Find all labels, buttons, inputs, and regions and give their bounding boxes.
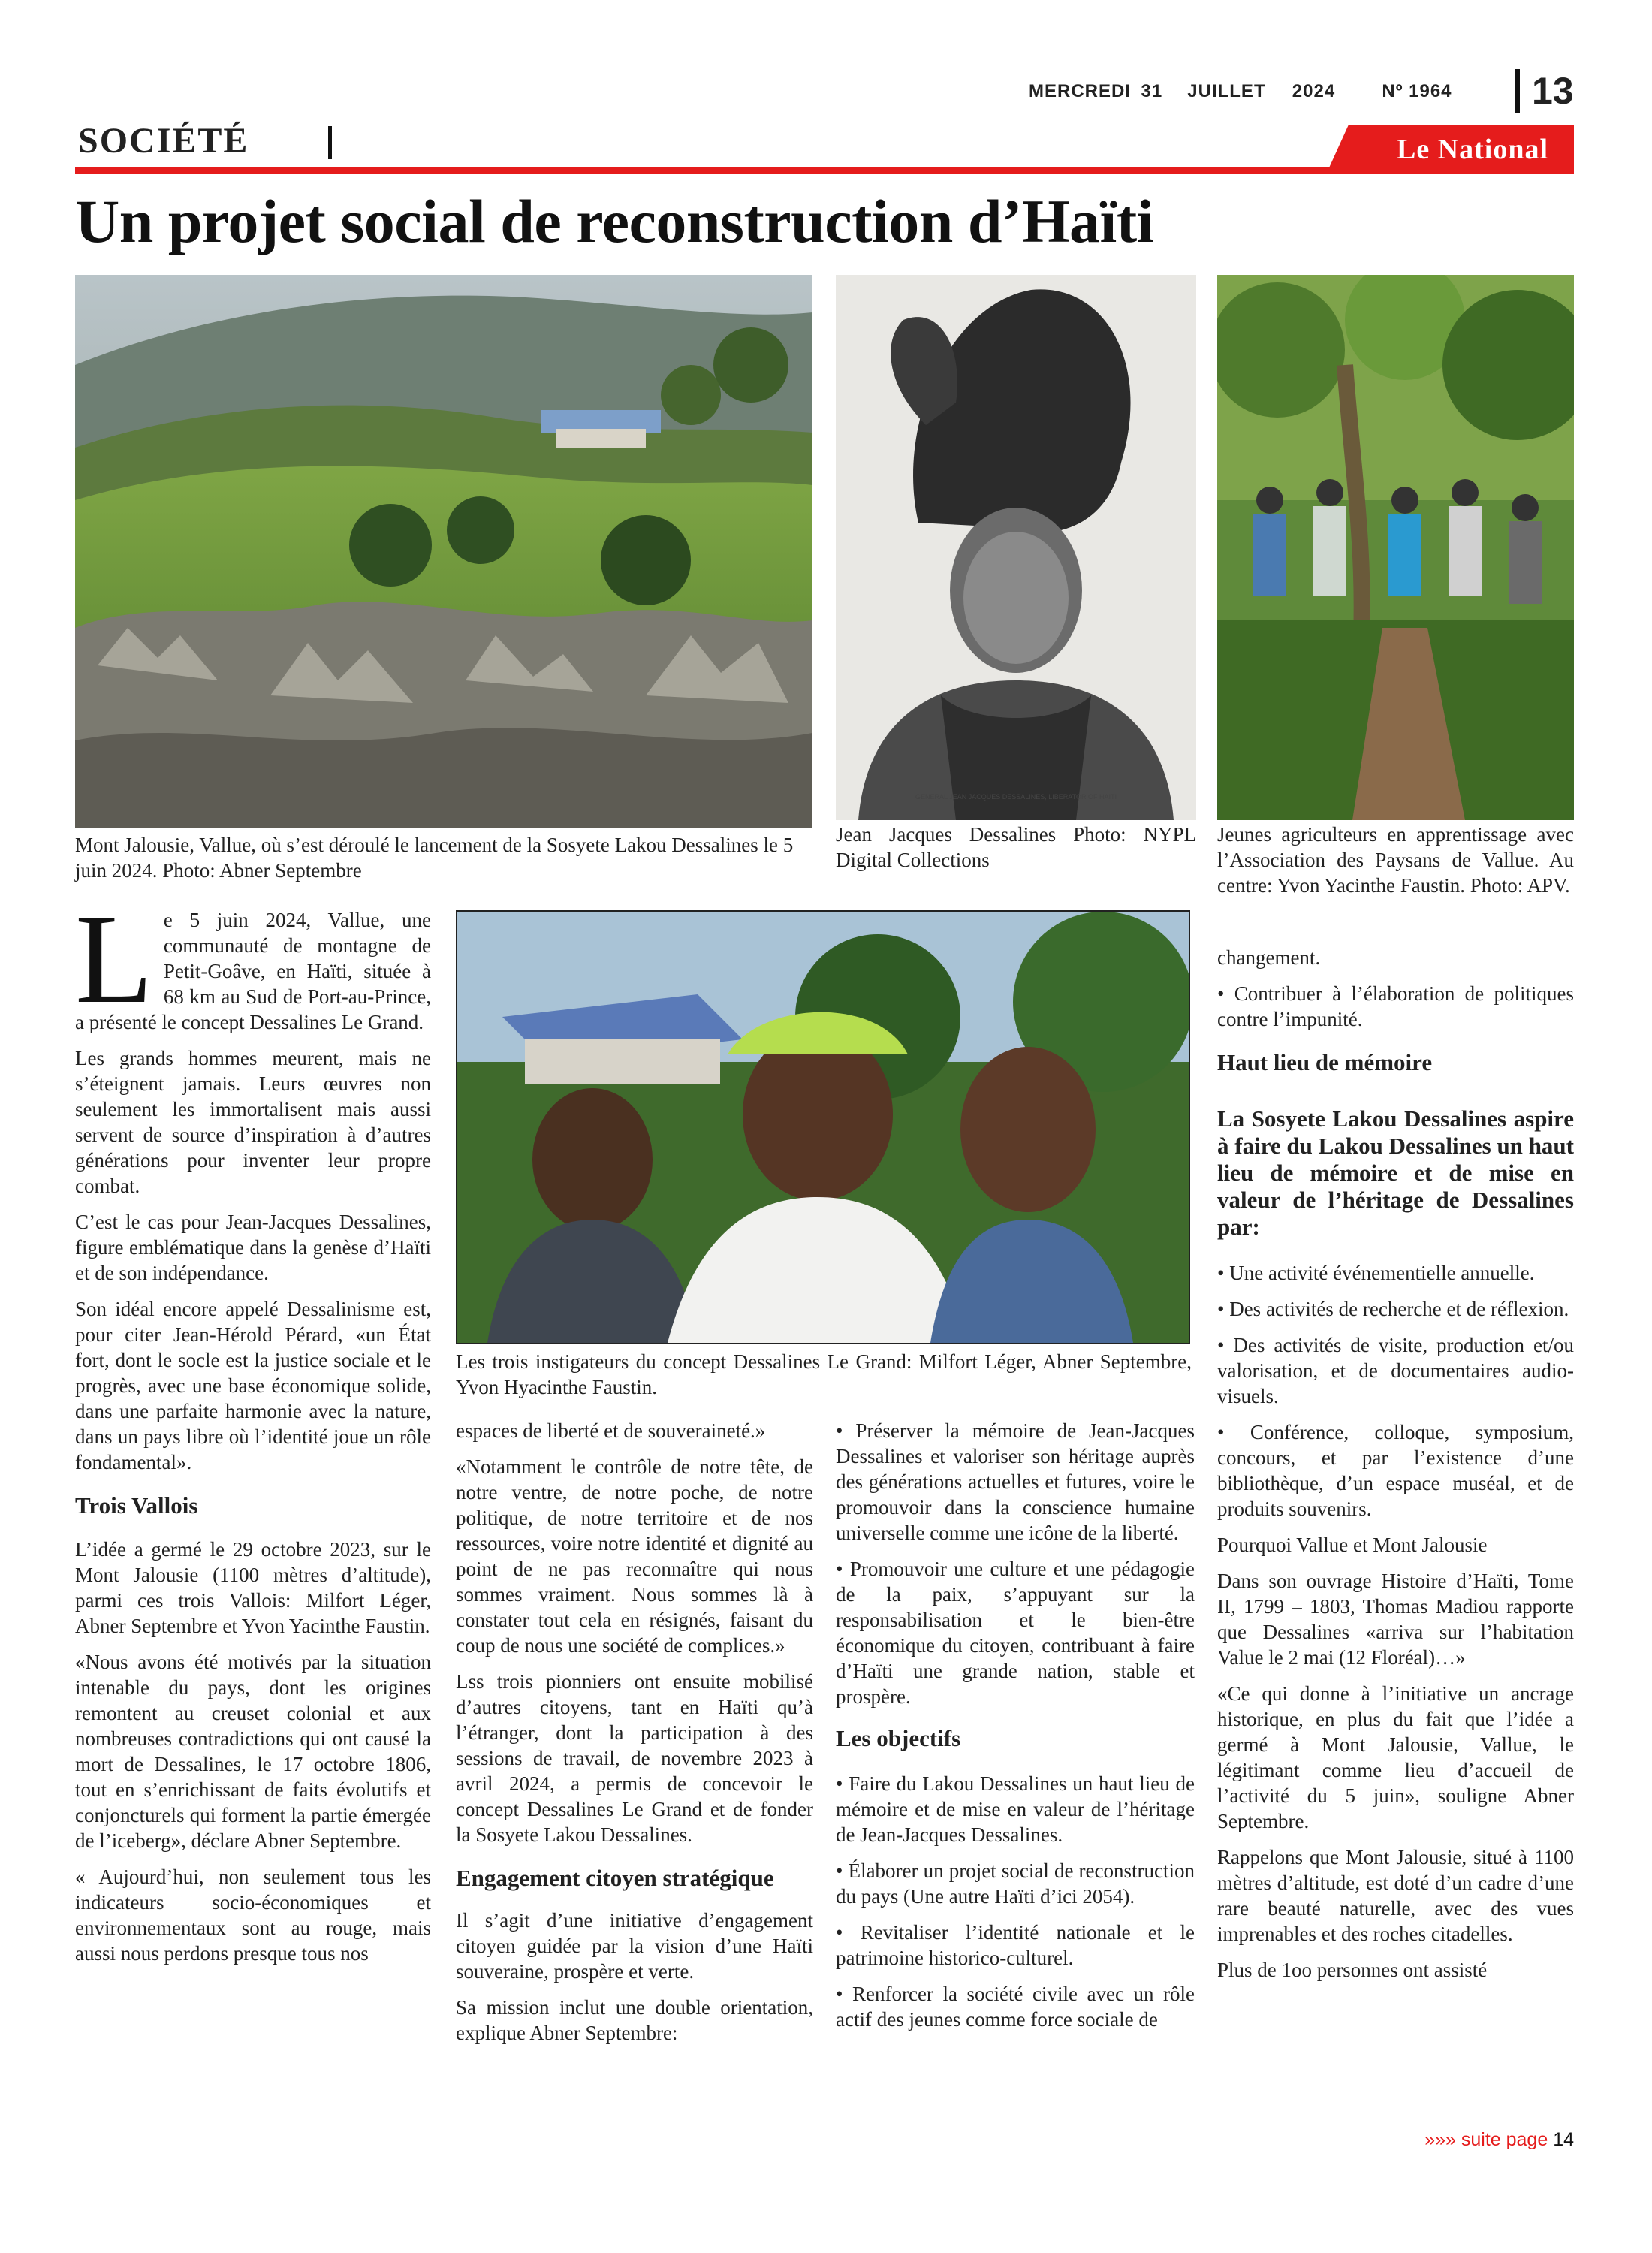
- farmers-photo: [1217, 275, 1574, 820]
- col3-paragraph-4: • Élaborer un projet social de reconstruction du pays (Une autre Haïti d’ici 2054).: [836, 1859, 1195, 1908]
- page-number: 13: [1532, 70, 1574, 112]
- landscape-caption: Mont Jalousie, Vallue, où s’est déroulé le lancement de la Sosyete Lakou Dessalines le 5 juin 2024. Photo: Abner Septembre: [75, 834, 794, 882]
- continued-arrows: »»»: [1424, 2129, 1456, 2150]
- col1-paragraph-3: C’est le cas pour Jean-Jacques Dessalines, figure emblématique dans la genèse d’Haïti et de son indépendance.: [75, 1211, 431, 1284]
- headline: Un projet social de reconstruction d’Haïti: [75, 187, 1153, 255]
- col2-paragraph-3: Lss trois pionniers ont ensuite mobilisé d’autres citoyens, tant en Haïti qu’à l’étranger, dont la participation à des sessions de travail, de novembre 2023 à avril 2024, a permis de concevoir le concept Dessalines Le Grand et de fonder la Sosyete Lakou Dessalines.: [456, 1670, 813, 1846]
- header-red-rule: [75, 167, 1574, 174]
- col3-paragraph-6: • Renforcer la société civile avec un rôle actif des jeunes comme force sociale de: [836, 1983, 1195, 2031]
- col4-paragraph-2: • Contribuer à l’élaboration de politiques contre l’impunité.: [1217, 982, 1574, 1030]
- issue-dateline: [1029, 81, 1464, 102]
- col2-paragraph-5: Sa mission inclut une double orientation, explique Abner Septembre:: [456, 1996, 813, 2044]
- continued-label: suite page: [1461, 2129, 1548, 2150]
- day: 31: [1141, 81, 1163, 101]
- trio-caption: Les trois instigateurs du concept Dessalines Le Grand: Milfort Léger, Abner Septembre, Yvon Hyacinthe Faustin.: [456, 1350, 1192, 1398]
- landscape-photo: [75, 275, 812, 828]
- trio-photo: [456, 910, 1190, 1344]
- col4-paragraph-10: «Ce qui donne à l’initiative un ancrage historique, en plus du fait que l’idée a germé à Mont Jalousie, Vallue, le légitimant comme lieu d’accueil de l’activité du 5 juin», souligne Abner Septembre.: [1217, 1682, 1574, 1832]
- col4-paragraph-12: Plus de 1oo personnes ont assisté: [1217, 1959, 1488, 1981]
- col1-paragraph-5: L’idée a germé le 29 octobre 2023, sur le Mont Jalousie (1100 mètres d’altitude), parmi ces trois Vallois: Milfort Léger, Abner Septembre et Yvon Yacinthe Faustin.: [75, 1538, 431, 1637]
- col4-paragraph-9: Dans son ouvrage Histoire d’Haïti, Tome II, 1799 – 1803, Thomas Madiou rapporte que Dessalines «arriva sur l’habitation Value le 2 mai (12 Floréal)…»: [1217, 1570, 1574, 1669]
- col1-paragraph-7: « Aujourd’hui, non seulement tous les indicateurs socio-économiques et environnementaux sont au rouge, mais aussi nous perdons presque tous nos: [75, 1865, 431, 1965]
- subhead-objectifs: Les objectifs: [836, 1725, 961, 1751]
- col4-lead-bold: La Sosyete Lakou Dessalines aspire à faire du Lakou Dessalines un haut lieu de mémoire et de mise en valeur de l’héritage de Dessalines par:: [1217, 1105, 1574, 1240]
- col4-paragraph-7: • Conférence, colloque, symposium, concours, et par l’existence d’une bibliothèque, d’un espace muséal, et de produits souvenirs.: [1217, 1421, 1574, 1520]
- subhead-haut-lieu: Haut lieu de mémoire: [1217, 1049, 1433, 1075]
- portrait-engraving-label: GENERAL JEAN JACQUES DESSALINES, LIBERATOR OF HAITI: [915, 793, 1117, 801]
- section-title: SOCIÉTÉ: [78, 121, 249, 161]
- weekday: MERCREDI: [1029, 81, 1132, 101]
- col4-paragraph-5: • Des activités de recherche et de réflexion.: [1217, 1298, 1569, 1320]
- subhead-engagement: Engagement citoyen stratégique: [456, 1865, 774, 1891]
- col4-paragraph-8: Pourquoi Vallue et Mont Jalousie: [1217, 1534, 1488, 1556]
- col2-paragraph-1: espaces de liberté et de souveraineté.»: [456, 1419, 766, 1442]
- dessalines-portrait: [836, 275, 1196, 820]
- col2-paragraph-4: Il s’agit d’une initiative d’engagement citoyen guidée par la vision d’une Haïti souveraine, prospère et verte.: [456, 1909, 813, 1983]
- article-column-1: [75, 888, 431, 1977]
- month: JUILLET: [1187, 81, 1266, 101]
- subhead-trois-vallois: Trois Vallois: [75, 1492, 198, 1519]
- col4-paragraph-1: changement.: [1217, 946, 1321, 969]
- article-column-3: [836, 1418, 1195, 2043]
- col1-paragraph-2: Les grands hommes meurent, mais ne s’éteignent jamais. Leurs œuvres non seulement les immortalisent mais aussi servent de source d’inspiration à d’autres générations pour inventer leur propre combat.: [75, 1047, 431, 1197]
- section-divider: [328, 126, 332, 159]
- col3-paragraph-5: • Revitaliser l’identité nationale et le patrimoine historico-culturel.: [836, 1921, 1195, 1969]
- col4-paragraph-11: Rappelons que Mont Jalousie, situé à 1100 mètres d’altitude, est doté d’un cadre d’une rare beauté naturelle, avec des vues imprenables et des roches citadelles.: [1217, 1846, 1574, 1945]
- article-column-4: [1217, 945, 1574, 1993]
- farmers-caption: Jeunes agriculteurs en apprentissage avec l’Association des Paysans de Vallue. Au centre: Yvon Yacinthe Faustin. Photo: APV.: [1217, 823, 1574, 897]
- continued-page: 14: [1553, 2129, 1574, 2150]
- drop-cap: L: [75, 888, 153, 1030]
- header-divider: [1515, 69, 1520, 113]
- col4-paragraph-4: • Une activité événementielle annuelle.: [1217, 1262, 1535, 1284]
- portrait-caption: Jean Jacques Dessalines Photo: NYPL Digital Collections: [836, 823, 1196, 871]
- col3-paragraph-1: • Préserver la mémoire de Jean-Jacques Dessalines et valoriser son héritage auprès des générations actuelles et futures, voire le promouvoir dans la conscience humaine universelle comme une icône de la liberté.: [836, 1419, 1195, 1544]
- col1-paragraph-1: Le 5 juin 2024, Vallue, une communauté de montagne de Petit-Goâve, en Haïti, située à 68 km au Sud de Port-au-Prince, a présenté le concept Dessalines Le Grand.: [75, 888, 431, 1033]
- col4-paragraph-6: • Des activités de visite, production et/ou valorisation, et de documentaires audio-visuels.: [1217, 1334, 1574, 1407]
- col2-paragraph-2: «Notamment le contrôle de notre tête, de notre ventre, de notre poche, de notre politique, de notre territoire et de nos ressources, voire notre identité et dignité au point de ne pas reconnaître qui nous sommes vraiment. Nous sommes là à constater tout cela en résignés, faisant du coup de nous une société de complices.»: [456, 1455, 813, 1657]
- continued-link[interactable]: [1374, 2129, 1574, 2151]
- issue-number: Nº 1964: [1382, 81, 1452, 101]
- col1-paragraph-6: «Nous avons été motivés par la situation intenable du pays, dont les origines remontent au creuset colonial et aux nombreuses contradictions qui ont causé la mort de Dessalines, le 17 octobre 1806, tout en s’enrichissant de faits évolutifs et conjoncturels qui forment la partie émergée de l’iceberg», déclare Abner Septembre.: [75, 1651, 431, 1852]
- col3-paragraph-2: • Promouvoir une culture et une pédagogie de la paix, s’appuyant sur la responsabilisation et le bien-être économique du citoyen, contribuant à faire d’Haïti une grande nation, stable et prospère.: [836, 1558, 1195, 1708]
- col1-paragraph-4: Son idéal encore appelé Dessalinisme est, pour citer Jean-Hérold Pérard, «un État fort, dont le socle est la justice sociale et le progrès, avec une base économique solide, dans une parfaite harmonie avec la nature, dans un pays libre où l’identité joue un rôle fondamental».: [75, 1298, 431, 1473]
- col3-paragraph-3: • Faire du Lakou Dessalines un haut lieu de mémoire et de mise en valeur de l’héritage de Jean-Jacques Dessalines.: [836, 1772, 1195, 1846]
- year: 2024: [1292, 81, 1336, 101]
- article-column-2: [456, 1418, 813, 2056]
- brand-name: Le National: [1396, 134, 1549, 165]
